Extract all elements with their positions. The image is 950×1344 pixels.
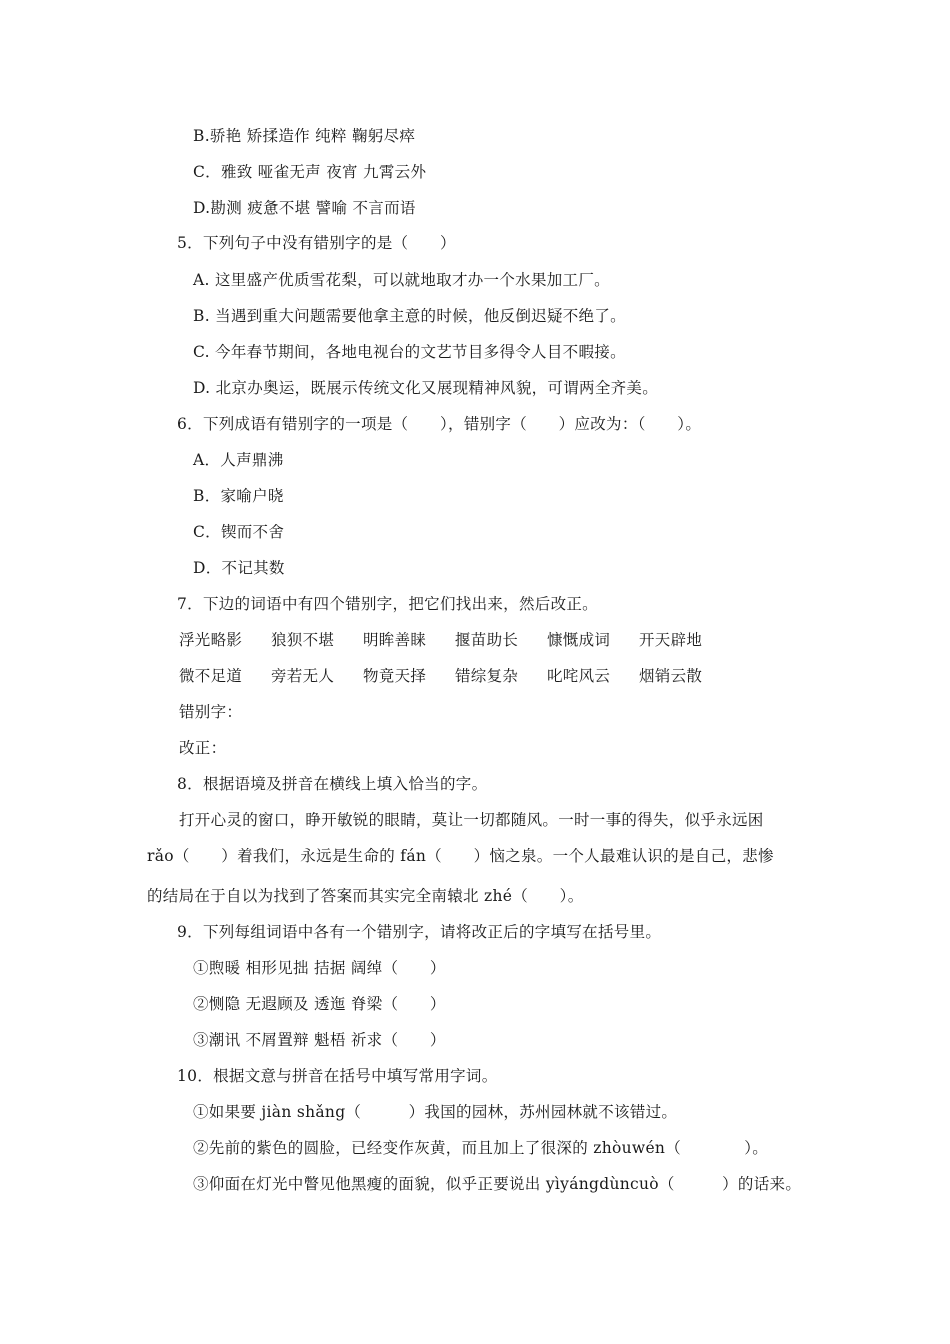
q8-passage-line-1: 打开心灵的窗口，睁开敏锐的眼睛，莫让一切都随风。一时一事的得失，似乎永远困: [179, 811, 764, 829]
q7-word-row-1: [179, 630, 731, 650]
q4-option-c: C．雅致 哑雀无声 夜宵 九霄云外: [193, 163, 427, 181]
q9-item-2: ②恻隐 无遐顾及 透迤 脊梁（ ）: [193, 995, 446, 1013]
q7-word: 明眸善睐: [363, 631, 427, 649]
q8-passage-line-3: 的结局在于自以为找到了答案而其实完全南辕北 zhé（ ）。: [147, 887, 584, 905]
question-7-stem: 7．下边的词语中有四个错别字，把它们找出来，然后改正。: [177, 595, 598, 613]
q7-wrong-label: 错别字：: [179, 703, 243, 721]
q7-word: 狼狈不堪: [271, 631, 335, 649]
q7-word: 错综复杂: [455, 667, 519, 685]
q7-word: 物竟天择: [363, 667, 427, 685]
q7-word: 微不足道: [179, 667, 243, 685]
q7-word: 浮光略影: [179, 631, 243, 649]
q7-word-row-2: [179, 666, 731, 686]
q5-option-b: B. 当遇到重大问题需要他拿主意的时候，他反倒迟疑不绝了。: [193, 307, 626, 325]
q7-word: 开天辟地: [639, 631, 703, 649]
q6-option-b: B．家喻户晓: [193, 487, 284, 505]
question-6-stem: 6．下列成语有错别字的一项是（ ），错别字（ ）应改为：（ ）。: [177, 415, 702, 433]
question-10-stem: 10．根据文意与拼音在括号中填写常用字词。: [177, 1067, 498, 1085]
q6-option-d: D．不记其数: [193, 559, 285, 577]
question-8-stem: 8．根据语境及拼音在横线上填入恰当的字。: [177, 775, 488, 793]
q7-word: 烟销云散: [639, 667, 703, 685]
q9-item-3: ③潮讯 不屑置辩 魁梧 祈求（ ）: [193, 1031, 446, 1049]
q5-option-d: D. 北京办奥运，既展示传统文化又展现精神风貌，可谓两全齐美。: [193, 379, 659, 397]
q4-option-b: B.骄艳 矫揉造作 纯粹 鞠躬尽瘁: [193, 127, 416, 145]
q10-item-3: ③仰面在灯光中瞥见他黑瘦的面貌，似乎正要说出 yìyángdùncuò（ ）的话来。: [193, 1175, 802, 1193]
q6-option-a: A．人声鼎沸: [193, 451, 284, 469]
q5-option-c: C. 今年春节期间，各地电视台的文艺节目多得令人目不暇接。: [193, 343, 626, 361]
q4-option-d: D.勘测 疲惫不堪 譬喻 不言而语: [193, 199, 416, 217]
q7-word: 叱咤风云: [547, 667, 611, 685]
q6-option-c: C．锲而不舍: [193, 523, 285, 541]
q8-passage-line-2: rǎo（ ）着我们，永远是生命的 fán（ ）恼之泉。一个人最难认识的是自己，悲惨: [147, 847, 774, 865]
q9-item-1: ①煦暖 相形见拙 拮据 阔绰（ ）: [193, 959, 446, 977]
q7-word: 慷慨成词: [547, 631, 611, 649]
q5-option-a: A. 这里盛产优质雪花梨，可以就地取才办一个水果加工厂。: [193, 271, 610, 289]
question-5-stem: 5．下列句子中没有错别字的是（ ）: [177, 234, 456, 252]
q10-item-1: ①如果要 jiàn shǎng（ ）我国的园林，苏州园林就不该错过。: [193, 1103, 678, 1121]
q10-item-2: ②先前的紫色的圆脸，已经变作灰黄，而且加上了很深的 zhòuwén（ ）。: [193, 1139, 769, 1157]
question-9-stem: 9．下列每组词语中各有一个错别字，请将改正后的字填写在括号里。: [177, 923, 662, 941]
q7-word: 旁若无人: [271, 667, 335, 685]
q7-word: 揠苗助长: [455, 631, 519, 649]
q7-fix-label: 改正：: [179, 739, 227, 757]
